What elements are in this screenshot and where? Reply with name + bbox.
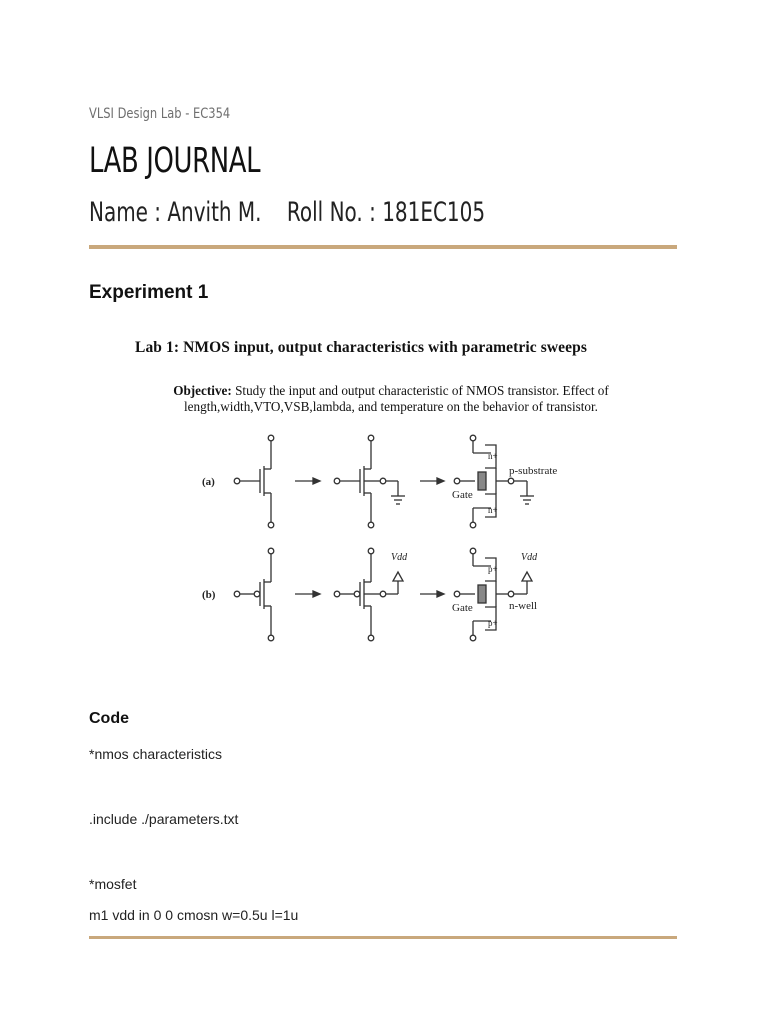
vdd-label-t5: Vdd: [391, 552, 408, 563]
lab-figure: [130, 330, 650, 650]
footer-divider: [89, 936, 677, 939]
p-plus-top-label: p+: [488, 564, 498, 574]
row-a-label: (a): [202, 476, 215, 488]
row-b-label: (b): [202, 589, 216, 601]
gate-label-a: Gate: [452, 489, 473, 501]
code-line: *mosfet: [89, 876, 137, 892]
code-line: m1 vdd in 0 0 cmosn w=0.5u l=1u: [89, 907, 299, 923]
n-plus-bottom-label: n+: [488, 505, 498, 515]
course-subtitle: VLSI Design Lab - EC354: [89, 106, 231, 122]
header-divider: [89, 245, 677, 249]
n-plus-top-label: n+: [488, 451, 498, 461]
lab-title: Lab 1: NMOS input, output characteristics with parametric sweeps: [135, 339, 587, 356]
experiment-heading: Experiment 1: [89, 282, 209, 303]
objective-label: Objective:: [173, 383, 232, 398]
name-roll-line: Name : Anvith M. Roll No. : 181EC105: [89, 197, 486, 228]
p-plus-bottom-label: p+: [488, 618, 498, 628]
vdd-label-t6: Vdd: [521, 552, 538, 563]
code-line: *nmos characteristics: [89, 746, 223, 762]
transistor-diagram: [130, 330, 650, 650]
code-line: .include ./parameters.txt: [89, 811, 239, 827]
n-well-label: n-well: [509, 600, 538, 612]
gate-label-b: Gate: [452, 602, 473, 614]
p-substrate-label: p-substrate: [509, 465, 558, 477]
objective-text: Study the input and output characteristic of NMOS transistor. Effect of length,width,VTO,VSB,lambda, and temperature on the behavior of transistor.: [184, 383, 609, 414]
code-heading: Code: [89, 710, 129, 727]
page-title: LAB JOURNAL: [89, 141, 261, 181]
